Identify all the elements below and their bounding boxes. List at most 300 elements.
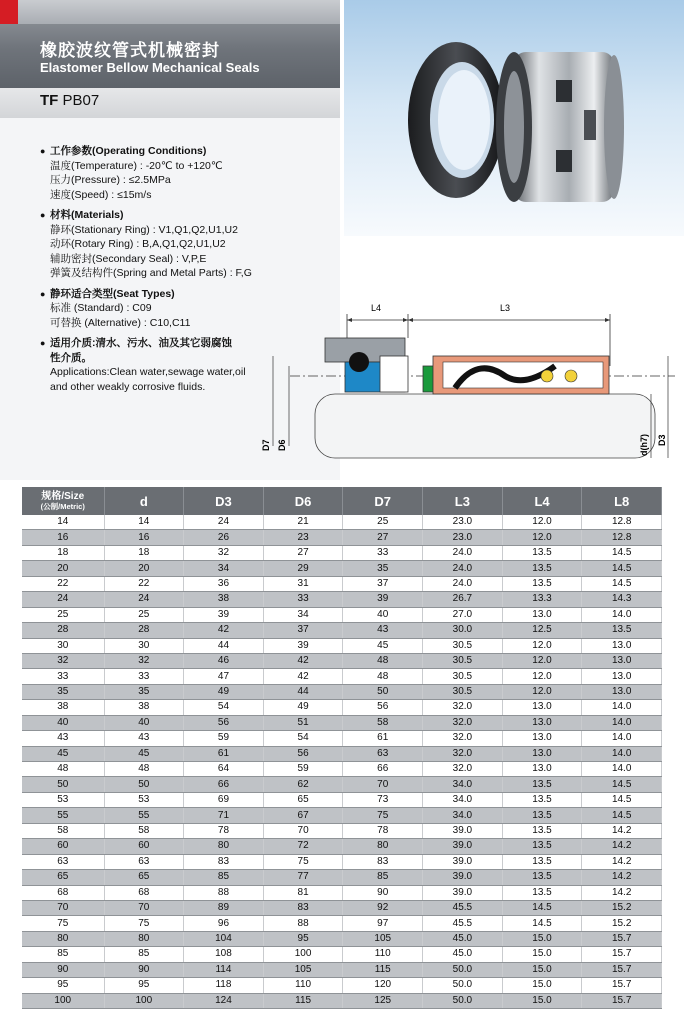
spec-line: 动环(Rotary Ring) : B,A,Q1,Q2,U1,U2 [50,238,226,250]
table-cell: 75 [22,916,104,931]
table-cell: 14.5 [582,545,662,560]
table-cell: 14 [104,515,184,530]
spec-line: 性介质。 [50,351,92,364]
table-row [22,854,662,869]
table-cell: 45 [343,638,423,653]
table-cell: 14.0 [582,715,662,730]
table-row [22,746,662,761]
table-cell: 34.0 [423,777,503,792]
table-cell: 14.5 [582,561,662,576]
table-cell: 97 [343,916,423,931]
title-chinese: 橡胶波纹管式机械密封 [40,41,220,60]
table-cell: 25 [343,515,423,530]
table-cell: 13.5 [582,623,662,638]
table-cell: 78 [343,823,423,838]
dimension-table [22,487,662,1009]
table-cell: 24.0 [423,576,503,591]
model-title [40,92,99,109]
table-cell: 30.5 [423,638,503,653]
table-cell: 14.5 [502,900,582,915]
label-d3: D3 [657,434,667,446]
table-cell: 125 [343,993,423,1008]
table-cell: 30 [22,638,104,653]
table-cell: 14.2 [582,839,662,854]
table-cell: 49 [184,684,264,699]
table-cell: 78 [184,823,264,838]
table-cell: 115 [343,962,423,977]
table-cell: 90 [22,962,104,977]
table-cell: 85 [104,947,184,962]
bullet-icon: ● [40,146,46,156]
table-cell: 51 [263,715,343,730]
table-cell: 23.0 [423,530,503,545]
spec-line: Applications:Clean water,sewage water,oil [50,366,246,378]
table-cell: 100 [104,993,184,1008]
table-cell: 13.0 [582,638,662,653]
table-cell: 58 [104,823,184,838]
table-cell: 30.5 [423,653,503,668]
label-dh7: d(h7) [639,434,649,456]
table-cell: 45.0 [423,931,503,946]
table-cell: 110 [263,978,343,993]
table-cell: 49 [263,700,343,715]
table-cell: 14.5 [582,792,662,807]
table-row [22,870,662,885]
table-cell: 50.0 [423,993,503,1008]
table-cell: 14 [22,515,104,530]
table-cell: 14.2 [582,870,662,885]
table-cell: 83 [184,854,264,869]
table-cell: 15.2 [582,916,662,931]
table-cell: 14.2 [582,854,662,869]
table-row [22,545,662,560]
table-cell: 39.0 [423,870,503,885]
table-cell: 18 [104,545,184,560]
model-code: PB07 [62,92,100,109]
table-cell: 30.5 [423,684,503,699]
table-cell: 32.0 [423,731,503,746]
table-cell: 45 [104,746,184,761]
table-cell: 24.0 [423,545,503,560]
o-ring-icon [349,352,369,372]
table-cell: 32.0 [423,700,503,715]
table-cell: 39 [184,607,264,622]
table-cell: 15.7 [582,962,662,977]
table-cell: 53 [104,792,184,807]
table-cell: 13.5 [502,792,582,807]
col-header-size [22,487,104,515]
table-cell: 65 [104,870,184,885]
table-cell: 24.0 [423,561,503,576]
table-cell: 14.0 [582,746,662,761]
table-cell: 56 [343,700,423,715]
table-row [22,669,662,684]
spec-line: and other weakly corrosive fluids. [50,380,206,393]
table-cell: 20 [104,561,184,576]
table-cell: 12.0 [502,669,582,684]
table-row [22,916,662,931]
table-cell: 81 [263,885,343,900]
table-cell: 22 [22,576,104,591]
table-cell: 50.0 [423,962,503,977]
table-row [22,638,662,653]
table-cell: 12.5 [502,623,582,638]
table-row [22,839,662,854]
table-cell: 58 [22,823,104,838]
table-cell: 28 [104,623,184,638]
table-cell: 85 [184,870,264,885]
table-cell: 45.5 [423,900,503,915]
label-d7: D7 [261,439,271,451]
table-cell: 32 [104,653,184,668]
model-prefix: TF [40,92,59,109]
col-header: D6 [263,487,343,515]
table-cell: 25 [104,607,184,622]
table-cell: 37 [343,576,423,591]
table-cell: 95 [104,978,184,993]
table-cell: 77 [263,870,343,885]
table-cell: 12.0 [502,653,582,668]
spec-line: 压力(Pressure) : ≤2.5MPa [50,174,171,186]
table-row [22,592,662,607]
table-cell: 14.2 [582,885,662,900]
spec-heading: 静环适合类型(Seat Types) [50,287,175,300]
table-cell: 48 [343,653,423,668]
table-cell: 80 [104,931,184,946]
table-cell: 33 [22,669,104,684]
table-cell: 85 [22,947,104,962]
table-cell: 12.8 [582,530,662,545]
table-cell: 40 [22,715,104,730]
spec-line: 静环(Stationary Ring) : V1,Q1,Q2,U1,U2 [50,223,238,236]
table-cell: 66 [184,777,264,792]
table-cell: 13.5 [502,854,582,869]
table-cell: 100 [22,993,104,1008]
table-cell: 64 [184,762,264,777]
table-cell: 42 [263,669,343,684]
table-cell: 15.7 [582,947,662,962]
table-cell: 13.5 [502,839,582,854]
col-header: D3 [184,487,264,515]
table-cell: 75 [263,854,343,869]
table-cell: 58 [343,715,423,730]
table-cell: 33 [263,592,343,607]
table-row [22,607,662,622]
table-cell: 114 [184,962,264,977]
table-cell: 13.5 [502,777,582,792]
table-cell: 73 [343,792,423,807]
table-cell: 75 [104,916,184,931]
table-cell: 35 [104,684,184,699]
spec-line: 标准 (Standard) : C09 [50,302,152,314]
table-row [22,792,662,807]
table-cell: 38 [184,592,264,607]
table-cell: 34 [263,607,343,622]
table-cell: 50 [22,777,104,792]
table-cell: 39.0 [423,854,503,869]
table-cell: 13.3 [502,592,582,607]
table-cell: 45 [22,746,104,761]
table-cell: 13.0 [502,607,582,622]
table-row [22,978,662,993]
table-cell: 71 [184,808,264,823]
table-cell: 100 [263,947,343,962]
table-cell: 92 [343,900,423,915]
table-cell: 15.7 [582,993,662,1008]
table-cell: 14.2 [582,823,662,838]
seal-photo-icon [344,0,684,236]
table-cell: 63 [343,746,423,761]
table-cell: 39.0 [423,823,503,838]
table-row [22,530,662,545]
table-cell: 45.5 [423,916,503,931]
table-cell: 38 [104,700,184,715]
table-cell: 14.0 [582,731,662,746]
table-cell: 43 [343,623,423,638]
table-cell: 13.0 [582,653,662,668]
table-cell: 32.0 [423,762,503,777]
table-cell: 40 [343,607,423,622]
table-row [22,623,662,638]
spec-heading: 适用介质:清水、污水、油及其它弱腐蚀 [50,337,232,349]
table-cell: 63 [104,854,184,869]
title-english: Elastomer Bellow Mechanical Seals [40,60,260,75]
table-cell: 68 [22,885,104,900]
table-cell: 25 [22,607,104,622]
spec-line: 速度(Speed) : ≤15m/s [50,188,152,201]
table-cell: 104 [184,931,264,946]
table-row [22,515,662,530]
size-header-line1: 规格/Size [41,491,85,502]
table-cell: 110 [343,947,423,962]
table-cell: 14.3 [582,592,662,607]
table-cell: 15.7 [582,931,662,946]
table-cell: 15.0 [502,962,582,977]
col-header: D7 [343,487,423,515]
table-cell: 27.0 [423,607,503,622]
table-row [22,684,662,699]
spec-line: 弹簧及结构件(Spring and Metal Parts) : F,G [50,267,252,279]
table-cell: 16 [22,530,104,545]
table-row [22,777,662,792]
table-cell: 15.7 [582,978,662,993]
col-header: d [104,487,184,515]
table-cell: 45.0 [423,947,503,962]
table-cell: 30 [104,638,184,653]
table-cell: 59 [184,731,264,746]
table-cell: 88 [184,885,264,900]
spec-line: 温度(Temperature) : -20℃ to +120℃ [50,159,223,172]
size-header-line2: (公制/Metric) [40,502,85,511]
table-cell: 13.0 [502,715,582,730]
table-cell: 32.0 [423,746,503,761]
table-cell: 13.5 [502,808,582,823]
shaft-icon [315,394,655,458]
table-cell: 54 [184,700,264,715]
bullet-icon: ● [40,338,46,348]
table-row [22,885,662,900]
table-cell: 56 [263,746,343,761]
table-cell: 23.0 [423,515,503,530]
col-header: L4 [502,487,582,515]
table-cell: 63 [22,854,104,869]
table-cell: 13.5 [502,823,582,838]
table-cell: 95 [263,931,343,946]
table-cell: 42 [263,653,343,668]
table-cell: 43 [22,731,104,746]
table-cell: 12.0 [502,684,582,699]
table-cell: 29 [263,561,343,576]
table-cell: 21 [263,515,343,530]
spec-operating [40,144,310,202]
table-cell: 69 [184,792,264,807]
table-cell: 24 [22,592,104,607]
table-row [22,762,662,777]
spec-materials [40,208,310,281]
table-cell: 36 [184,576,264,591]
table-cell: 62 [263,777,343,792]
label-l4: L4 [371,303,382,313]
table-cell: 24 [184,515,264,530]
table-cell: 13.0 [582,684,662,699]
table-cell: 48 [104,762,184,777]
table-cell: 28 [22,623,104,638]
table-cell: 61 [184,746,264,761]
table-cell: 15.0 [502,993,582,1008]
table-cell: 13.5 [502,576,582,591]
table-cell: 31 [263,576,343,591]
table-cell: 108 [184,947,264,962]
table-cell: 47 [184,669,264,684]
table-cell: 26 [184,530,264,545]
table-cell: 33 [343,545,423,560]
table-cell: 39 [263,638,343,653]
table-row [22,823,662,838]
table-cell: 124 [184,993,264,1008]
table-cell: 105 [263,962,343,977]
table-cell: 38 [22,700,104,715]
table-cell: 40 [104,715,184,730]
table-row [22,962,662,977]
table-cell: 14.0 [582,607,662,622]
table-cell: 15.2 [582,900,662,915]
table-row [22,576,662,591]
table-cell: 24 [104,592,184,607]
table-cell: 30.0 [423,623,503,638]
table-cell: 120 [343,978,423,993]
table-cell: 90 [104,962,184,977]
table-cell: 13.5 [502,561,582,576]
table-row [22,731,662,746]
table-cell: 55 [104,808,184,823]
table-cell: 35 [22,684,104,699]
table-cell: 115 [263,993,343,1008]
table-cell: 96 [184,916,264,931]
table-cell: 42 [184,623,264,638]
table-cell: 68 [104,885,184,900]
table-cell: 80 [22,931,104,946]
table-cell: 50 [343,684,423,699]
table-cell: 32.0 [423,715,503,730]
table-cell: 14.0 [582,700,662,715]
table-cell: 55 [22,808,104,823]
table-cell: 118 [184,978,264,993]
table-cell: 85 [343,870,423,885]
table-cell: 59 [263,762,343,777]
table-cell: 34 [184,561,264,576]
table-cell: 13.0 [502,762,582,777]
table-cell: 56 [184,715,264,730]
label-l3: L3 [500,303,511,313]
table-cell: 27 [343,530,423,545]
product-photo [344,0,684,236]
table-header-row [22,487,662,515]
table-cell: 32 [184,545,264,560]
spec-line: 辅助密封(Secondary Seal) : V,P,E [50,252,207,265]
table-cell: 70 [104,900,184,915]
table-cell: 33 [104,669,184,684]
bullet-icon: ● [40,210,46,220]
table-cell: 88 [263,916,343,931]
table-cell: 13.0 [502,731,582,746]
table-row [22,653,662,668]
table-cell: 14.0 [582,762,662,777]
table-cell: 65 [22,870,104,885]
table-cell: 12.0 [502,638,582,653]
table-cell: 39.0 [423,839,503,854]
stationary-ring-icon [380,356,408,392]
table-cell: 43 [104,731,184,746]
spec-heading: 工作参数(Operating Conditions) [50,145,207,157]
table-cell: 30.5 [423,669,503,684]
col-header: L8 [582,487,662,515]
table-cell: 14.5 [502,916,582,931]
table-cell: 80 [184,839,264,854]
table-cell: 83 [263,900,343,915]
table-cell: 13.0 [502,700,582,715]
table-cell: 26.7 [423,592,503,607]
table-cell: 14.5 [582,576,662,591]
table-cell: 13.5 [502,545,582,560]
red-corner-tab [0,0,18,24]
table-cell: 13.5 [502,870,582,885]
table-cell: 35 [343,561,423,576]
table-cell: 32 [22,653,104,668]
table-cell: 39 [343,592,423,607]
table-cell: 50 [104,777,184,792]
table-cell: 60 [104,839,184,854]
table-cell: 14.5 [582,808,662,823]
table-cell: 70 [343,777,423,792]
table-cell: 95 [22,978,104,993]
table-cell: 54 [263,731,343,746]
table-cell: 22 [104,576,184,591]
table-cell: 65 [263,792,343,807]
table-row [22,700,662,715]
table-row [22,931,662,946]
spring-icon [541,370,553,382]
table-cell: 67 [263,808,343,823]
table-cell: 12.0 [502,530,582,545]
label-d6: D6 [277,439,287,451]
table-cell: 105 [343,931,423,946]
spec-heading: 材料(Materials) [50,209,124,221]
table-cell: 18 [22,545,104,560]
spring-icon [565,370,577,382]
table-cell: 20 [22,561,104,576]
table-cell: 44 [263,684,343,699]
table-cell: 34.0 [423,808,503,823]
